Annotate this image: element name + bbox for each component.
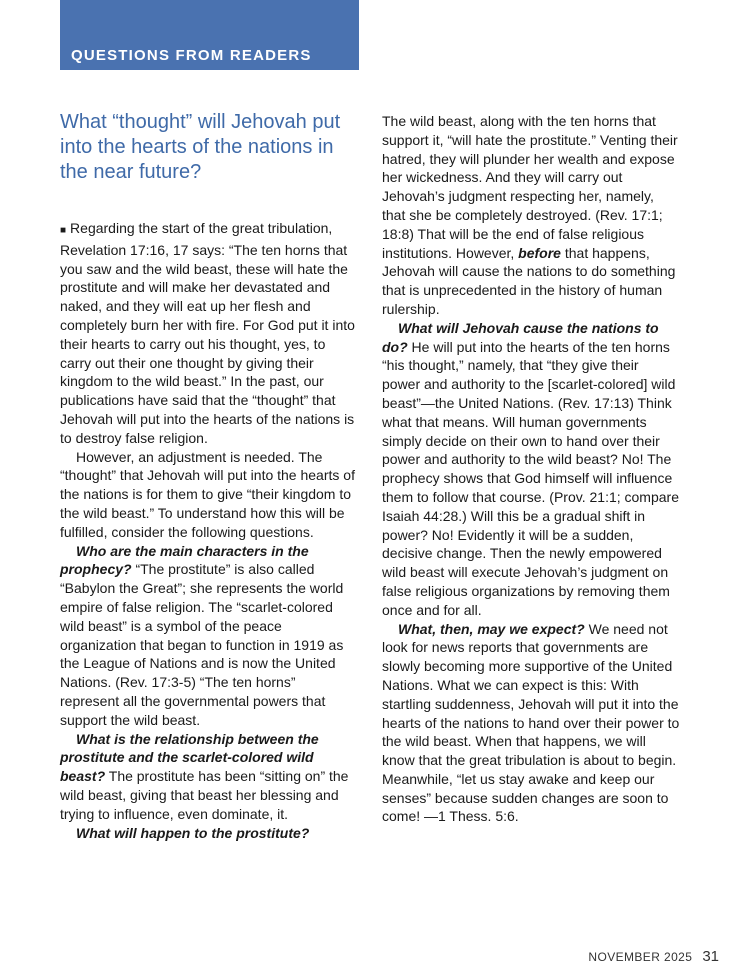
page-number: 31: [702, 948, 719, 965]
question-2: What is the relationship between the prostitute and the scarlet-colored wild beast?: [60, 730, 319, 785]
answer-3-end: that happens, Jehovah will cause the nations to do something that is unprecedented in the history of human rulership.: [382, 244, 676, 317]
question-paragraph-1: [60, 542, 355, 730]
column-left: [60, 219, 355, 842]
question-4: What will Jehovah cause the nations to do?: [382, 319, 659, 355]
intro-text: Regarding the start of the great tribulation, Revelation 17:16, 17 says: “The ten horns that you saw and the wild beast, these will hate the prostitute and will make her devastated and naked, and they will eat up her flesh and completely burn her with fire. For God put it into their hearts to carry out his thought, yes, to carry out their one thought by giving their kingdom to the wild beast.” In the past, our publications have said that the “thought” that Jehovah will put into the hearts of the nations is to destroy false religion.: [60, 220, 355, 446]
answer-5: We need not look for news reports that governments are slowly becoming more supportive of the United Nations. What we can expect is this: With startling suddenness, Jehovah will put it into the hearts of the nations to hand over their power to the wild beast. When that happens, we will know that the great tribulation is about to begin. Meanwhile, “let us stay awake and keep our senses” because sudden changes are soon to come! —1 Thess. 5:6.: [382, 620, 680, 825]
question-paragraph-2: [60, 730, 355, 824]
question-5: What, then, may we expect?: [398, 620, 585, 637]
answer-3: The wild beast, along with the ten horns that support it, “will hate the prostitute.” Venting their hatred, they will plunder her wealth and expose her wickedness. And they will carry out Jehovah’s judgment respecting her, namely, that she be completely destroyed. (Rev. 17:1; 18:8) That will be the end of false religious institutions. However,: [382, 113, 678, 261]
section-label: QUESTIONS FROM READERS: [71, 47, 312, 64]
question-paragraph-5: [382, 620, 680, 827]
intro-paragraph: [60, 219, 355, 448]
question-paragraph-3: [60, 824, 355, 843]
article-title: What “thought” will Jehovah put into the hearts of the nations in the near future?: [60, 111, 341, 183]
column-right: [382, 112, 680, 826]
section-banner: [60, 0, 359, 70]
adjustment-paragraph: However, an adjustment is needed. The “thought” that Jehovah will put into the hearts of the nations is for them to give “their kingdom to the wild beast.” To understand how this will be fulfilled, consider the following questions.: [60, 448, 355, 540]
footer-month: NOVEMBER 2025: [588, 950, 693, 964]
question-paragraph-4: [382, 319, 680, 620]
question-1: Who are the main characters in the prophecy?: [60, 542, 309, 578]
answer-2: The prostitute has been “sitting on” the wild beast, giving that beast her blessing and trying to influence, even dominate, it.: [60, 768, 349, 822]
answer-3-emphasis: before: [518, 244, 561, 261]
answer-4: He will put into the hearts of the ten horns “his thought,” namely, that “they give their power and authority to the [scarlet-colored] wild beast”—the United Nations. (Rev. 17:13) Think what that means. Will human governments simply decide on their own to hand over their power and authority to the wild beast? No! The prophecy shows that God himself will influence them to follow that course. (Prov. 21:1; compare Isaiah 44:28.) Will this be a gradual shift in power? No! Evidently it will be a sudden, decisive change. Then the newly empowered wild beast will execute Jehovah’s judgment on false religious organizations by removing them once and for all.: [382, 338, 679, 618]
page-footer: [588, 948, 719, 965]
bullet-icon: ■: [60, 225, 67, 236]
answer-1: “The prostitute” is also called “Babylon the Great”; she represents the world empire of false religion. The “scarlet-colored wild beast” is a symbol of the peace organization that began to function in 1919 as the League of Nations and is now the United Nations. (Rev. 17:3-5) “The ten horns” represent all the governmental powers that support the wild beast.: [60, 561, 344, 728]
answer-paragraph-3: [382, 112, 680, 319]
question-3: What will happen to the prostitute?: [76, 824, 310, 841]
